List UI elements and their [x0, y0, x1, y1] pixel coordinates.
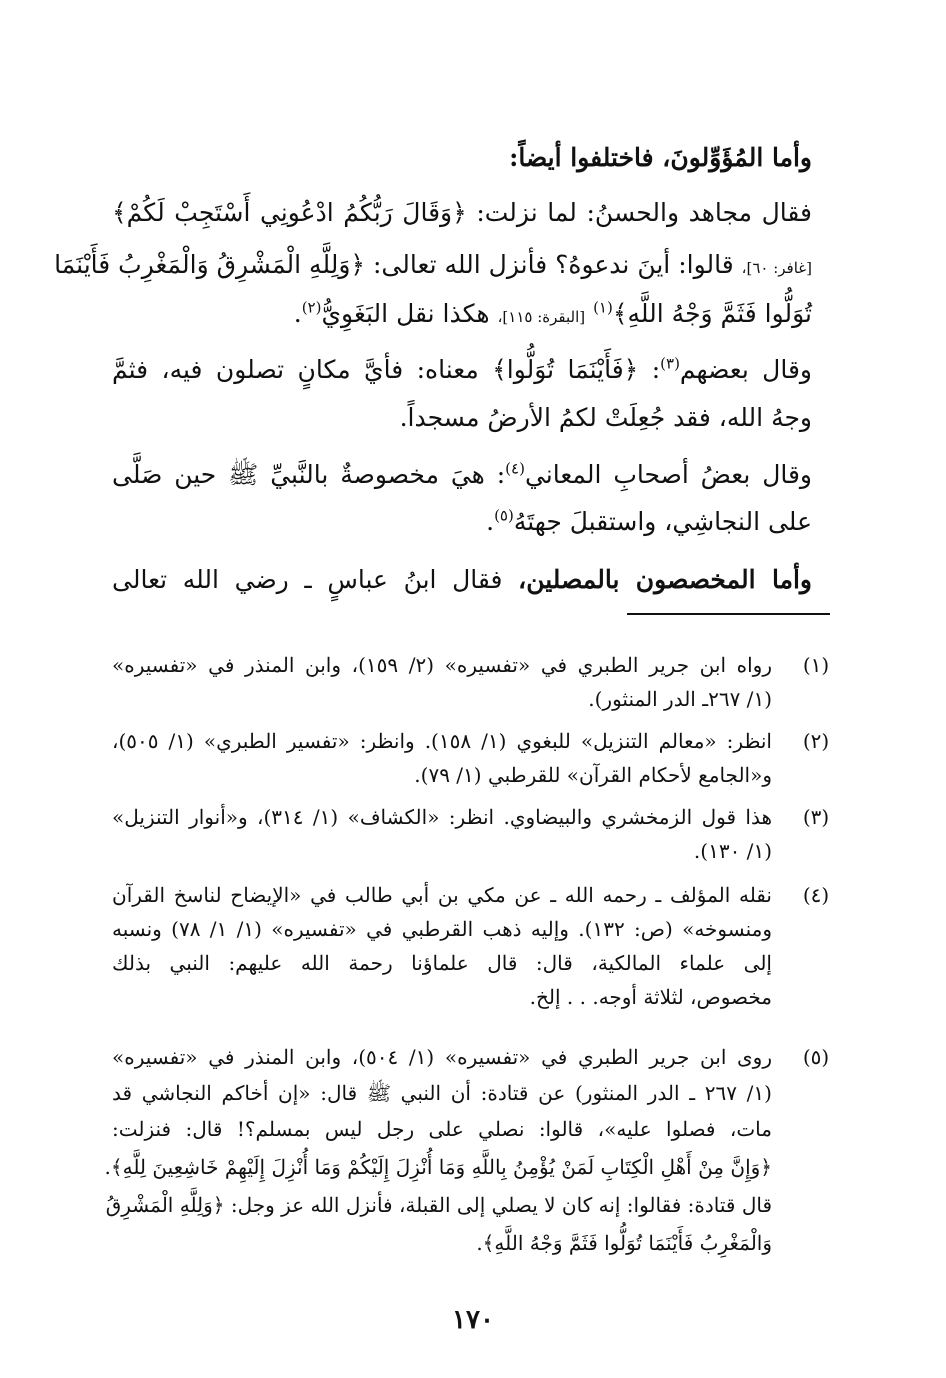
quran-verse: تُوَلُّوا فَثَمَّ وَجْهُ اللَّهِ﴾	[612, 299, 812, 328]
text-segment: قالوا: أينَ ندعوهُ؟ فأنزل الله تعالى: ﴿وَلِلَّهِ الْمَشْرِقُ وَالْمَغْرِبُ فَأَيْنَمَا	[54, 250, 734, 279]
footnote-number: (٣)	[802, 805, 830, 829]
footnote-ref-2: (٢)	[301, 298, 322, 317]
footnote-line: و«الجامع لأحكام القرآن» للقرطبي (١/ ٧٩).	[414, 763, 772, 787]
period: .	[293, 299, 302, 328]
footnote-number: (٥)	[802, 1045, 830, 1069]
text-segment: وقال بعضُ أصحابِ المعاني	[524, 460, 812, 489]
main-text	[54, 0, 812, 620]
footnote-line: مات، فصلوا عليه»، قالوا: نصلي على رجل ليس بمسلم؟! قال: فنزلت:	[112, 1117, 772, 1141]
footnote-5	[104, 1040, 836, 1280]
paragraph-muawwilun: وأما المُؤَوِّلونَ، فاختلفوا أيضاً:	[509, 143, 812, 172]
footnote-line: ومنسوخه» (ص: ١٣٢). وإليه ذهب القرطبي في «تفسيره» (١/ ١/ ٧٨) ونسبه	[112, 917, 772, 941]
paragraph-mukhassasun	[112, 560, 812, 600]
text-segment: على النجاشِي، واستقبلَ جهتَهُ	[513, 507, 812, 536]
footnote-number: (٢)	[802, 729, 830, 753]
footnote-line: (١/ ١٣٠).	[693, 839, 772, 863]
footnote-line: روى ابن جرير الطبري في «تفسيره» (١/ ٥٠٤)، وابن المنذر في «تفسيره»	[112, 1045, 772, 1069]
footnote-line: انظر: «معالم التنزيل» للبغوي (١/ ١٥٨). وانظر: «تفسير الطبري» (١/ ٥٠٥)،	[112, 729, 772, 753]
text-segment: : ﴿فَأَيْنَمَا تُوَلُّوا﴾ معناه: فأيَّ مكانٍ تصلون فيه، فثمَّ	[112, 355, 661, 384]
text-segment: : هيَ مخصوصةٌ بالنَّبيِّ ﷺ حين صَلَّى	[112, 460, 506, 489]
footnote-line: رواه ابن جرير الطبري في «تفسيره» (٢/ ١٥٩)، وابن المنذر في «تفسيره»	[112, 653, 772, 677]
footnote-line: ﴿وَإِنَّ مِنْ أَهْلِ الْكِتَابِ لَمَنْ يُؤْمِنُ بِاللَّهِ وَمَا أُنْزِلَ إِلَيْكُمْ وَمَا أُنْزِلَ إِلَيْهِمْ خَاشِعِينَ لِلَّهِ﴾.	[104, 1155, 772, 1179]
footnote-line: قال قتادة: فقالوا: إنه كان لا يصلي إلى القبلة، فأنزل الله عز وجل: ﴿وَلِلَّهِ الْمَشْرِقُ	[105, 1193, 772, 1217]
text-segment: فقال ابنُ عباسٍ ـ رضي الله تعالى	[112, 565, 503, 594]
period: .	[486, 507, 495, 536]
text-segment: فقال مجاهد والحسنُ: لما نزلت: ﴿وَقَالَ رَبُّكُمُ ادْعُونِي أَسْتَجِبْ لَكُمْ﴾	[112, 198, 812, 227]
paragraph-mujahid-line2	[54, 245, 812, 288]
footnote-2	[112, 724, 836, 794]
text-segment: هكذا نقل البَغَوِيُّ	[321, 299, 490, 328]
footnote-4	[112, 878, 836, 1018]
footnote-line: هذا قول الزمخشري والبيضاوي. انظر: «الكشاف» (١/ ٣١٤)، و«أنوار التنزيل»	[112, 805, 772, 829]
paragraph-mujahid-line1	[112, 193, 812, 233]
footnote-ref-5: (٥)	[494, 506, 514, 525]
paragraph-ashab-line1	[112, 455, 812, 495]
footnote-ref-4: (٤)	[505, 459, 525, 478]
footnote-line: وَالْمَغْرِبُ فَأَيْنَمَا تُوَلُّوا فَثَمَّ وَجْهُ اللَّهِ﴾.	[476, 1231, 772, 1255]
footnote-number: (١)	[802, 653, 830, 677]
footnote-line: إلى علماء المالكية، قال: قال علماؤنا رحمة الله عليهم: النبي بذلك	[112, 951, 772, 975]
footnote-3	[112, 800, 836, 870]
footnote-ref-3: (٣)	[660, 354, 680, 373]
paragraph-baduhum-line1	[112, 350, 812, 390]
text-segment: وقال بعضهم	[679, 355, 812, 384]
footnote-line: (١/ ٢٦٧ ـ الدر المنثور) عن قتادة: أن النبي ﷺ قال: «إن أخاكم النجاشي قد	[112, 1081, 772, 1105]
footnote-line: نقله المؤلف ـ رحمه الله ـ عن مكي بن أبي طالب في «الإيضاح لناسخ القرآن	[112, 883, 772, 907]
footnote-separator	[627, 613, 830, 615]
citation-ghafir: [غافر: ٦٠]،	[741, 259, 812, 277]
footnote-1	[112, 648, 836, 718]
footnote-ref-1: (١)	[593, 298, 613, 317]
paragraph-ashab-line2	[112, 502, 812, 542]
footnote-number: (٤)	[802, 883, 830, 907]
paragraph-baduhum-line2: وجهُ الله، فقد جُعِلَتْ لكمُ الأرضُ مسجداً.	[399, 403, 812, 432]
footnote-line: مخصوص، لثلاثة أوجه. . . إلخ.	[529, 985, 772, 1009]
page-number: ١٧٠	[452, 1305, 494, 1335]
footnote-line: (١/ ٢٦٧ـ الدر المنثور).	[588, 687, 772, 711]
citation-baqara: [البقرة: ١١٥]،	[497, 308, 586, 326]
heading-mukhassasun: وأما المخصصون بالمصلين،	[518, 565, 812, 594]
paragraph-mujahid-line3	[112, 294, 812, 337]
